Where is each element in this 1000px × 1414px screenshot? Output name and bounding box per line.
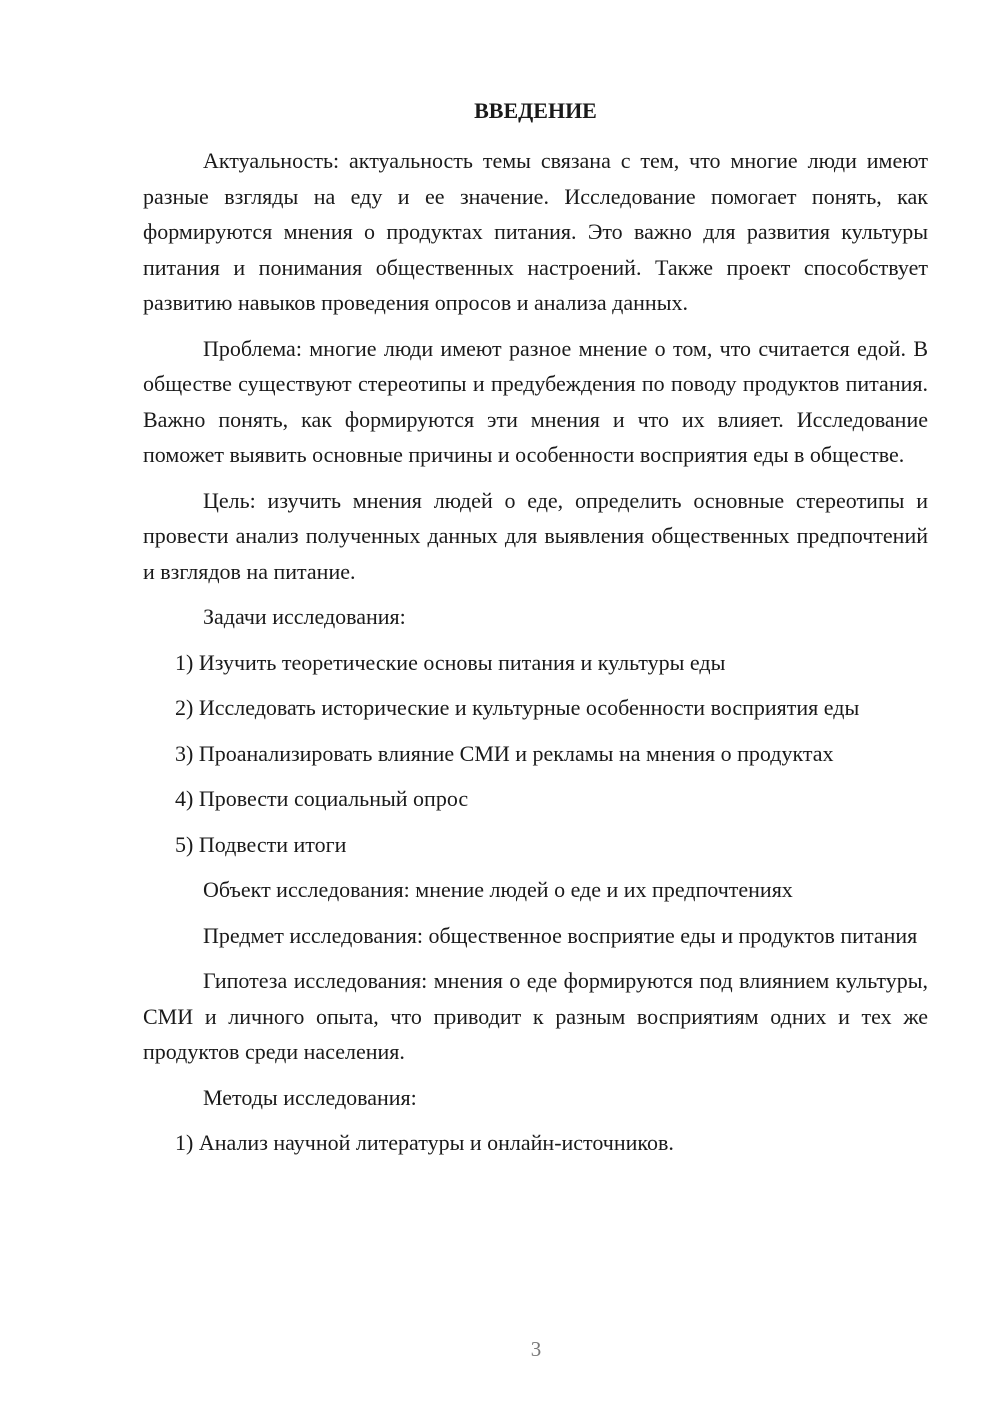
tasks-title: Задачи исследования: — [203, 604, 406, 629]
goal-paragraph: Цель: изучить мнения людей о еде, определить основные стереотипы и провести анализ полученных данных для выявления общественных предпочтений и взглядов на питание. — [143, 487, 928, 584]
object-paragraph: Объект исследования: мнение людей о еде и их предпочтениях — [203, 877, 793, 902]
methods-title: Методы исследования: — [203, 1084, 417, 1110]
task-item: 1) Изучить теоретические основы питания и культуры еды — [175, 649, 726, 675]
subject-paragraph: Предмет исследования: общественное восприятие еды и продуктов питания — [203, 922, 918, 948]
section-heading: ВВЕДЕНИЕ — [474, 98, 597, 123]
hypothesis-paragraph: Гипотеза исследования: мнения о еде формируются под влиянием культуры, СМИ и личного опыта, что приводит к разным восприятиям одних и тех же продуктов среди населения. — [143, 968, 928, 1064]
task-item: 2) Исследовать исторические и культурные особенности восприятия еды — [175, 695, 860, 720]
relevance-paragraph: Актуальность: актуальность темы связана с тем, что многие люди имеют разные взгляды на еду и ее значение. Исследование помогает понять, как формируются мнения о продуктах питания. Это важно для развития культуры питания и понимания общественных настроений. Также проект способствует развитию навыков проведения опросов и анализа данных. — [143, 148, 928, 315]
page-number: 3 — [530, 1337, 542, 1361]
task-item: 5) Подвести итоги — [175, 831, 347, 857]
document-body — [143, 96, 928, 1171]
problem-paragraph: Проблема: многие люди имеют разное мнение о том, что считается едой. В обществе существуют стереотипы и предубеждения по поводу продуктов питания. Важно понять, как формируются эти мнения и что их влияет. Исследование поможет выявить основные причины и особенности восприятия еды в обществе. — [143, 335, 928, 467]
task-item: 4) Провести социальный опрос — [175, 786, 469, 811]
method-item: 1) Анализ научной литературы и онлайн-источников. — [175, 1130, 674, 1155]
task-item: 3) Проанализировать влияние СМИ и рекламы на мнения о продуктах — [175, 740, 834, 766]
